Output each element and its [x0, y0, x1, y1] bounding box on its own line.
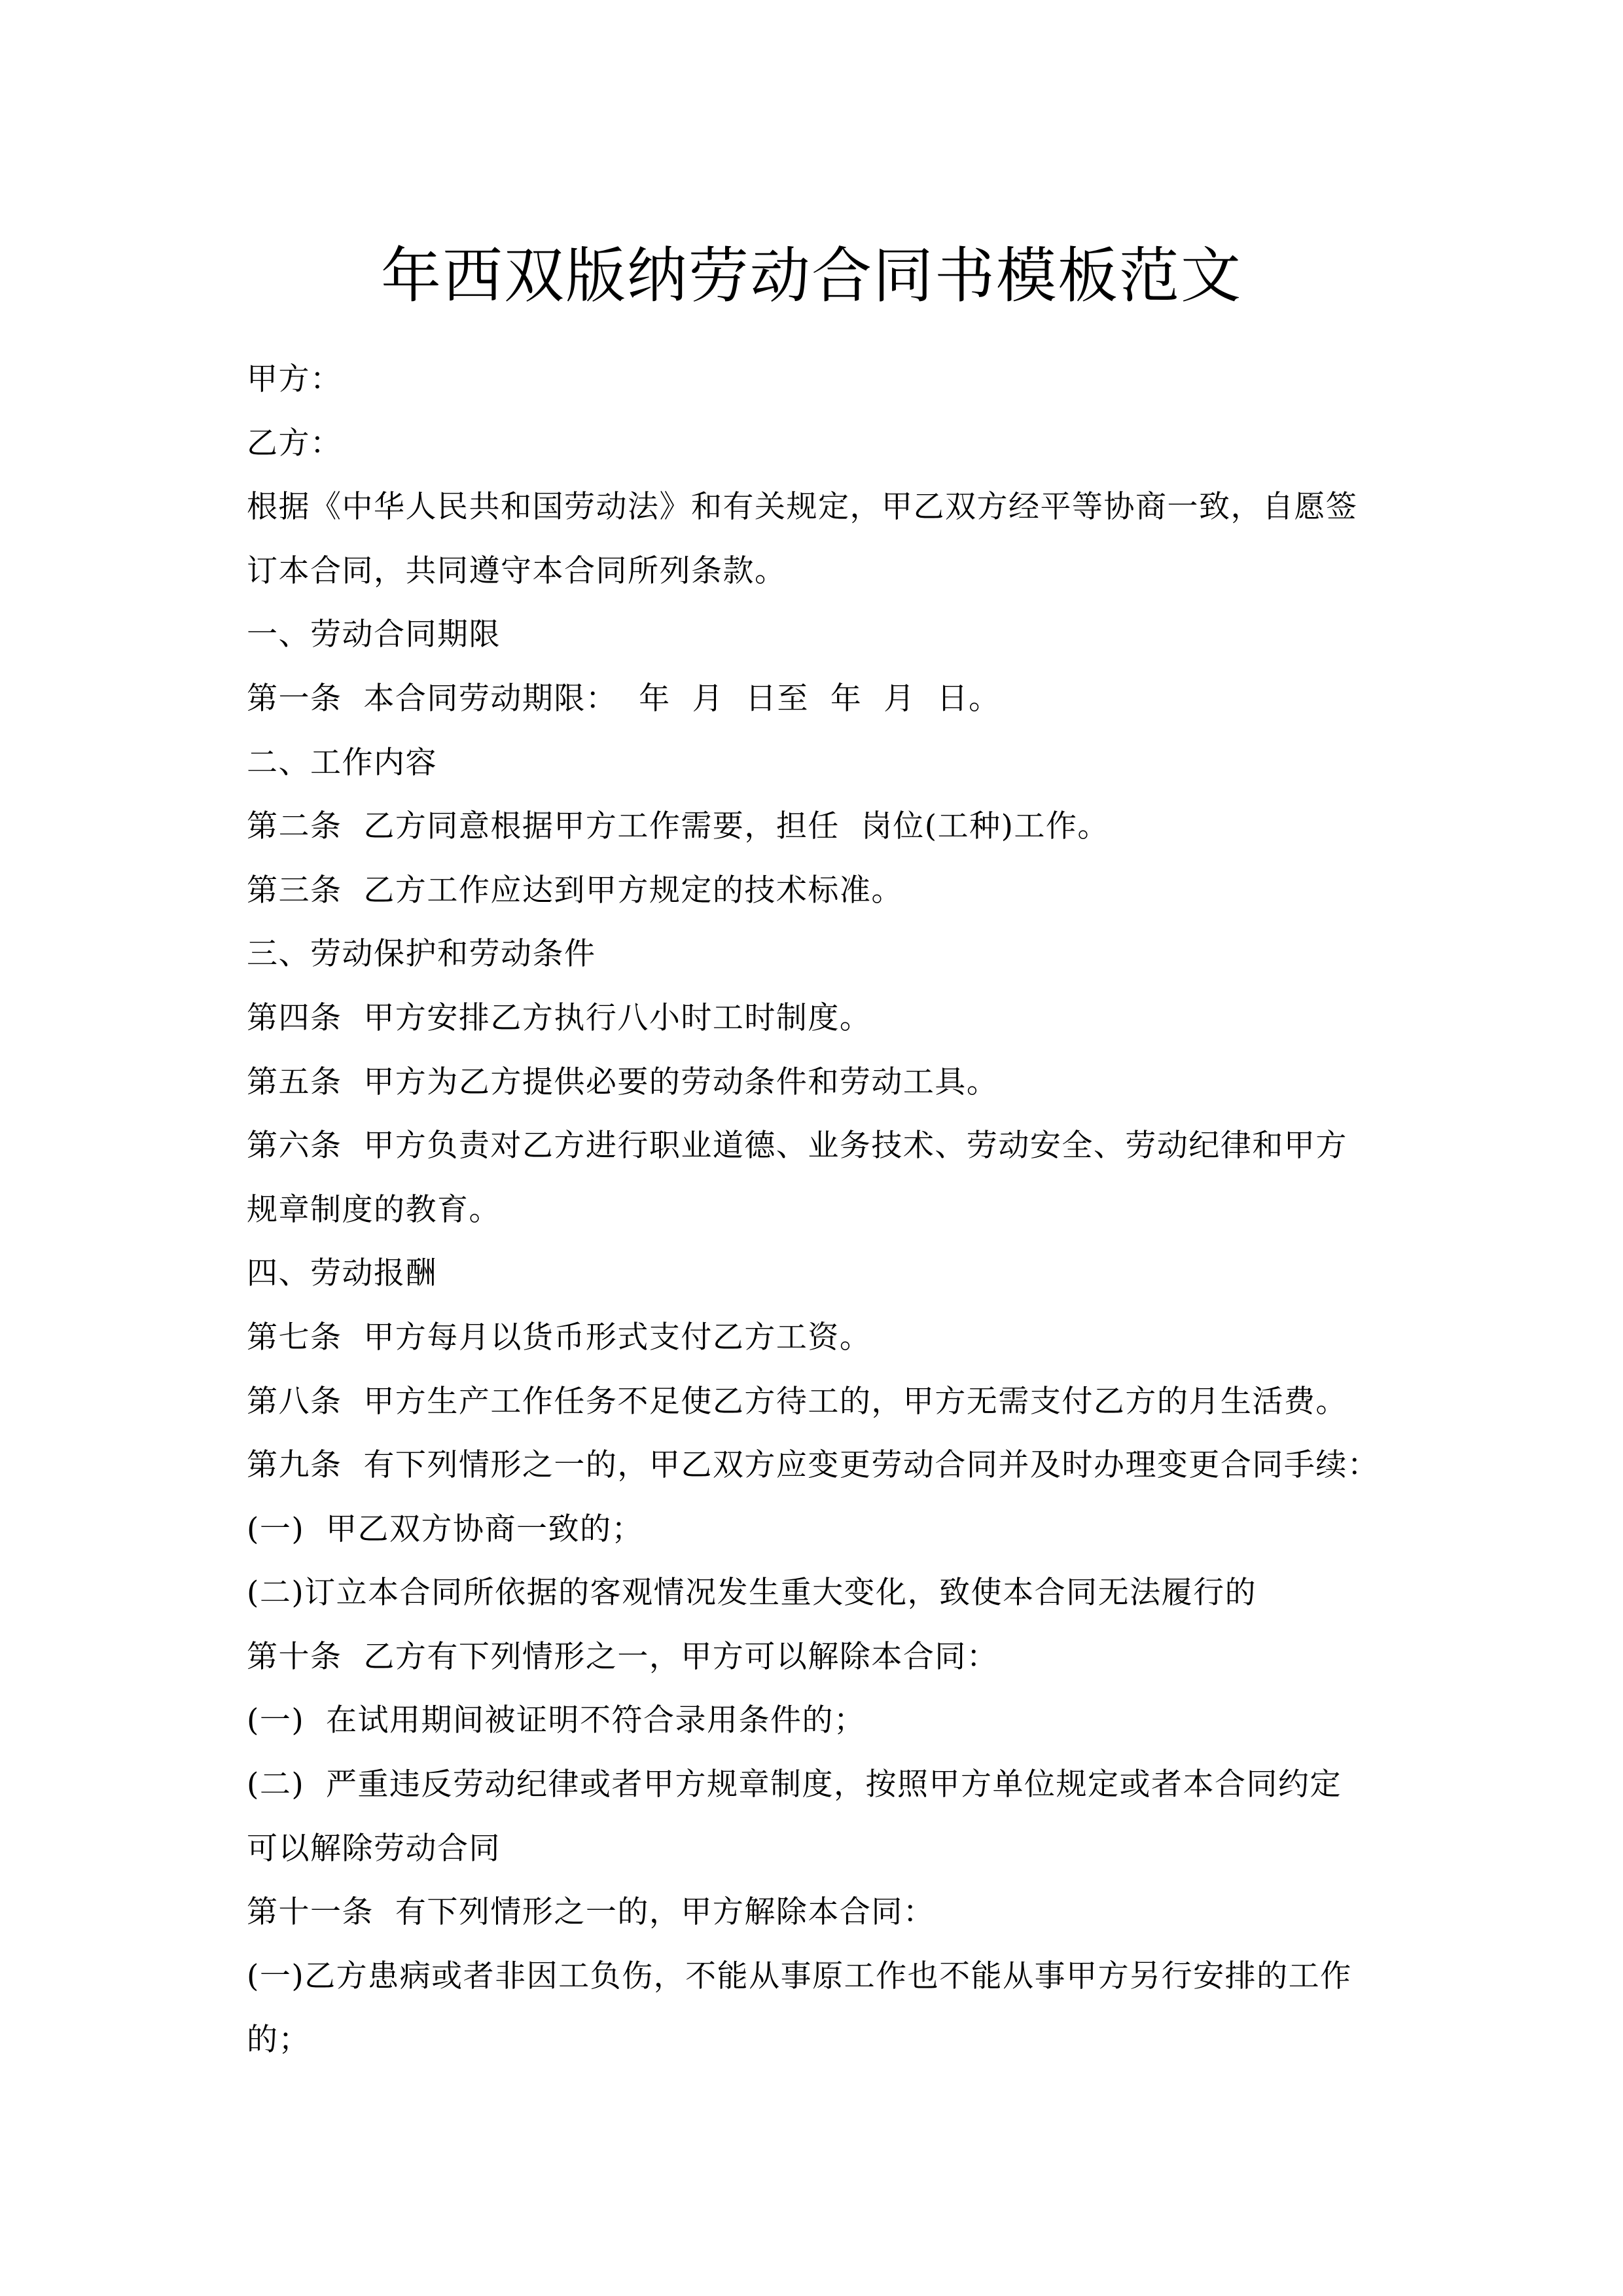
article-8: 第八条 甲方生产工作任务不足使乙方待工的，甲方无需支付乙方的月生活费。: [247, 1383, 1347, 1420]
party-a-line: 甲方：: [247, 361, 342, 397]
article-11-item-1-line-2: 的；: [247, 2022, 310, 2058]
article-1: 第一条 本合同劳动期限： 年 月 日至 年 月 日。: [247, 680, 1001, 717]
document-body: [247, 348, 1382, 2072]
preamble-line-2: 订本合同，共同遵守本合同所列条款。: [247, 552, 787, 589]
article-10-item-1: (一) 在试用期间被证明不符合录用条件的；: [247, 1702, 866, 1739]
article-7: 第七条 甲方每月以货币形式支付乙方工资。: [247, 1319, 872, 1355]
document-title: 年西双版纳劳动合同书模板范文: [380, 240, 1242, 311]
article-9: 第九条 有下列情形之一的，甲乙双方应变更劳动合同并及时办理变更合同手续：: [247, 1447, 1380, 1484]
article-9-item-2: (二)订立本合同所依据的客观情况发生重大变化，致使本合同无法履行的: [247, 1575, 1257, 1611]
article-9-item-1: (一) 甲乙双方协商一致的；: [247, 1511, 644, 1547]
section-heading-remuneration: 四、劳动报酬: [247, 1255, 437, 1292]
article-6-line-2: 规章制度的教育。: [247, 1191, 501, 1228]
article-10-item-2-line-2: 可以解除劳动合同: [247, 1830, 501, 1867]
article-11-item-1-line-1: (一)乙方患病或者非因工负伤，不能从事原工作也不能从事甲方另行安排的工作: [247, 1958, 1352, 1994]
article-2: 第二条 乙方同意根据甲方工作需要，担任 岗位(工种)工作。: [247, 808, 1109, 845]
article-10: 第十条 乙方有下列情形之一，甲方可以解除本合同：: [247, 1638, 999, 1675]
article-6-line-1: 第六条 甲方负责对乙方进行职业道德、业务技术、劳动安全、劳动纪律和甲方: [247, 1128, 1347, 1164]
article-11: 第十一条 有下列情形之一的，甲方解除本合同：: [247, 1894, 935, 1931]
preamble-line-1: 根据《中华人民共和国劳动法》和有关规定，甲乙双方经平等协商一致，自愿签: [247, 489, 1358, 526]
article-10-item-2-line-1: (二) 严重违反劳动纪律或者甲方规章制度，按照甲方单位规定或者本合同约定: [247, 1767, 1342, 1803]
article-5: 第五条 甲方为乙方提供必要的劳动条件和劳动工具。: [247, 1064, 999, 1100]
section-heading-term: 一、劳动合同期限: [247, 617, 501, 653]
section-heading-labor-protection: 三、劳动保护和劳动条件: [247, 936, 596, 973]
article-3: 第三条 乙方工作应达到甲方规定的技术标准。: [247, 872, 903, 908]
article-4: 第四条 甲方安排乙方执行八小时工时制度。: [247, 999, 872, 1036]
section-heading-work-content: 二、工作内容: [247, 744, 437, 781]
party-b-line: 乙方：: [247, 425, 342, 461]
